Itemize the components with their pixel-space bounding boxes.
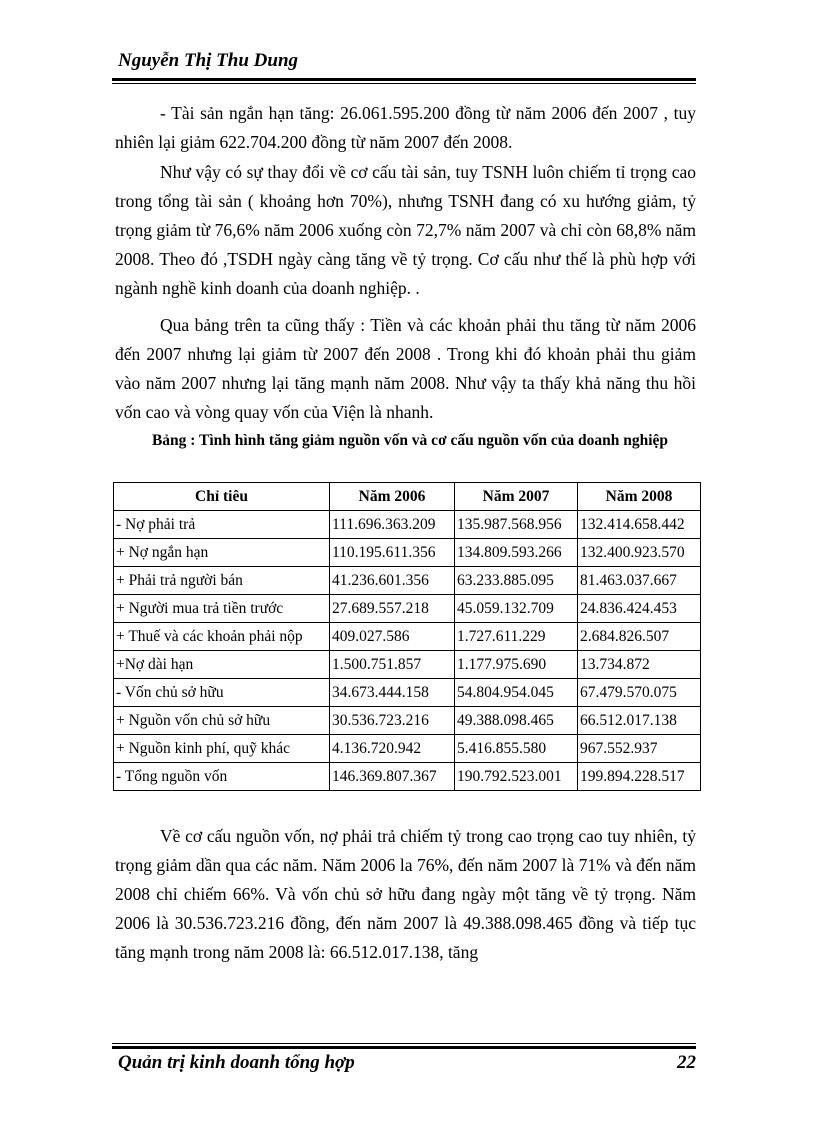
- table-header-row: [114, 483, 701, 511]
- table-cell: 66.512.017.138: [578, 707, 701, 735]
- row-label: + Nguồn vốn chủ sở hữu: [114, 707, 330, 735]
- table-row: [114, 539, 701, 567]
- table-row: [114, 707, 701, 735]
- page-number: 22: [677, 1052, 696, 1073]
- paragraph-text: Về cơ cấu nguồn vốn, nợ phải trả chiếm tỷ trong cao trọng cao tuy nhiên, tỷ trọng giảm dần qua các năm. Năm 2006 la 76%, đến năm 2007 là 71% và đến năm 2008 chỉ chiếm 66%. Và vốn chủ sở hữu đang ngày một tăng về tỷ trọng. Năm 2006 là 30.536.723.216 đồng, đến năm 2007 là 49.388.098.465 đồng và tiếp tục tăng mạnh trong năm 2008 là: 66.512.017.138, tăng: [115, 826, 696, 962]
- row-label: + Nợ ngắn hạn: [114, 539, 330, 567]
- table-cell: 132.400.923.570: [578, 539, 701, 567]
- row-label: + Người mua trả tiền trước: [114, 595, 330, 623]
- table-cell: 132.414.658.442: [578, 511, 701, 539]
- table-cell: 41.236.601.356: [330, 567, 455, 595]
- table-row: [114, 679, 701, 707]
- table-cell: 199.894.228.517: [578, 763, 701, 791]
- footer-title: Quản trị kinh doanh tổng hợp: [118, 1052, 355, 1073]
- column-header: Chỉ tiêu: [114, 483, 330, 511]
- table-row: [114, 511, 701, 539]
- table-row: [114, 567, 701, 595]
- table-cell: 1.177.975.690: [455, 651, 578, 679]
- table-cell: 146.369.807.367: [330, 763, 455, 791]
- table-row: [114, 651, 701, 679]
- table-cell: 111.696.363.209: [330, 511, 455, 539]
- table-caption: Bảng : Tình hình tăng giảm nguồn vốn và cơ cấu nguồn vốn của doanh nghiệp: [151, 432, 669, 449]
- column-header: Năm 2008: [578, 483, 701, 511]
- table-cell: 134.809.593.266: [455, 539, 578, 567]
- table-cell: 967.552.937: [578, 735, 701, 763]
- table-cell: 135.987.568.956: [455, 511, 578, 539]
- table-row: [114, 735, 701, 763]
- row-label: - Vốn chủ sở hữu: [114, 679, 330, 707]
- column-header: Năm 2007: [455, 483, 578, 511]
- row-label: + Nguồn kinh phí, quỹ khác: [114, 735, 330, 763]
- table-row: [114, 763, 701, 791]
- paragraph-2: [115, 158, 696, 303]
- table-cell: 13.734.872: [578, 651, 701, 679]
- table-cell: 54.804.954.045: [455, 679, 578, 707]
- table-cell: 30.536.723.216: [330, 707, 455, 735]
- table-cell: 67.479.570.075: [578, 679, 701, 707]
- row-label: + Thuế và các khoản phải nộp: [114, 623, 330, 651]
- row-label: - Tổng nguồn vốn: [114, 763, 330, 791]
- table-cell: 409.027.586: [330, 623, 455, 651]
- table-cell: 4.136.720.942: [330, 735, 455, 763]
- table-cell: 45.059.132.709: [455, 595, 578, 623]
- paragraph-text: - Tài sản ngắn hạn tăng: 26.061.595.200 đồng từ năm 2006 đến 2007 , tuy nhiên lại giảm 622.704.200 đồng từ năm 2007 đến 2008.: [115, 103, 696, 152]
- header-rule: [112, 78, 696, 84]
- row-label: +Nợ dài hạn: [114, 651, 330, 679]
- paragraph-text: Qua bảng trên ta cũng thấy : Tiền và các khoản phải thu tăng từ năm 2006 đến 2007 nhưng lại giảm từ 2007 đến 2008 . Trong khi đó khoản phải thu giảm vào năm 2007 nhưng lại tăng mạnh năm 2008. Như vậy ta thấy khả năng thu hồi vốn cao và vòng quay vốn của Viện là nhanh.: [115, 315, 696, 422]
- row-label: + Phải trả người bán: [114, 567, 330, 595]
- footer-rule: [112, 1043, 696, 1049]
- table-cell: 110.195.611.356: [330, 539, 455, 567]
- table-row: [114, 623, 701, 651]
- paragraph-text: Như vậy có sự thay đổi về cơ cấu tài sản, tuy TSNH luôn chiếm tỉ trọng cao trong tổng tài sản ( khoảng hơn 70%), nhưng TSNH đang có xu hướng giảm, tỷ trọng giảm từ 76,6% năm 2006 xuống còn 72,7% năm 2007 và chỉ còn 68,8% năm 2008. Theo đó ,TSDH ngày càng tăng về tỷ trọng. Cơ cấu như thế là phù hợp với ngành nghề kinh doanh của doanh nghiệp. .: [115, 162, 696, 298]
- table-cell: 49.388.098.465: [455, 707, 578, 735]
- paragraph-1: [115, 99, 696, 157]
- table-cell: 190.792.523.001: [455, 763, 578, 791]
- paragraph-3: [115, 311, 696, 427]
- table-cell: 63.233.885.095: [455, 567, 578, 595]
- column-header: Năm 2006: [330, 483, 455, 511]
- table-cell: 34.673.444.158: [330, 679, 455, 707]
- table-cell: 1.727.611.229: [455, 623, 578, 651]
- header-title: Nguyễn Thị Thu Dung: [118, 50, 299, 71]
- table-cell: 2.684.826.507: [578, 623, 701, 651]
- table-cell: 5.416.855.580: [455, 735, 578, 763]
- table-cell: 24.836.424.453: [578, 595, 701, 623]
- row-label: - Nợ phải trả: [114, 511, 330, 539]
- table-cell: 81.463.037.667: [578, 567, 701, 595]
- capital-structure-table: [113, 482, 701, 791]
- table-cell: 27.689.557.218: [330, 595, 455, 623]
- paragraph-4: [115, 822, 696, 967]
- table-cell: 1.500.751.857: [330, 651, 455, 679]
- table-row: [114, 595, 701, 623]
